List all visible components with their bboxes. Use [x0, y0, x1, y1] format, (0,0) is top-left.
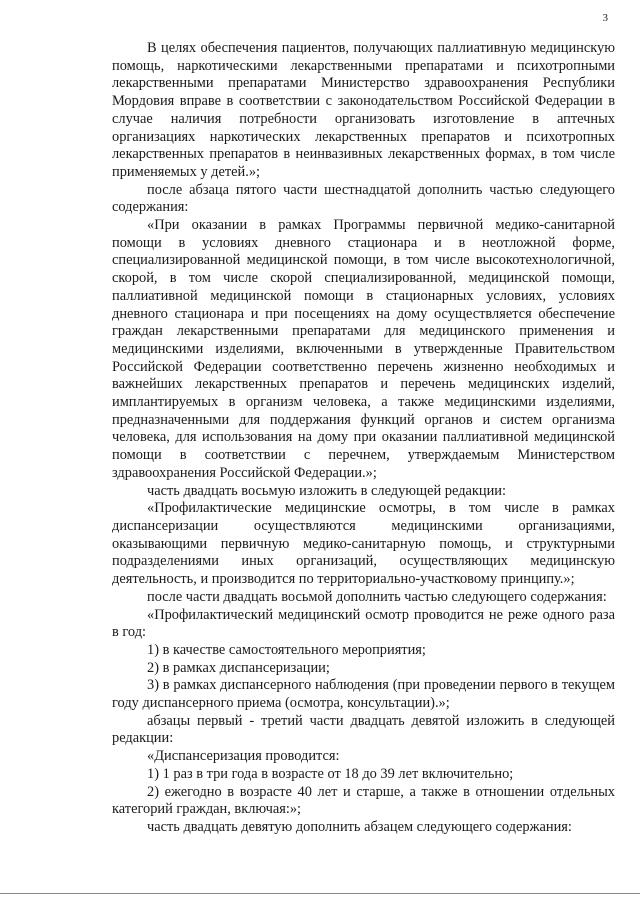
paragraph: после части двадцать восьмой дополнить частью следующего содержания:	[147, 588, 607, 605]
paragraph: «Профилактические медицинские осмотры, в том числе в рамках диспансеризации осуществляются медицинскими организациями, оказывающими первичную медико-санитарную помощь, и структурными подразделениями иных организаций, осуществляющих медицинскую деятельность, и производится по территориально-участковому принципу.»;	[112, 500, 615, 588]
paragraph: «Диспансеризация проводится:	[147, 748, 340, 765]
paragraph: после абзаца пятого части шестнадцатой дополнить частью следующего содержания:	[112, 181, 615, 216]
list-item: 2) ежегодно в возрасте 40 лет и старше, а также в отношении отдельных категорий граждан, включая:»;	[112, 783, 615, 818]
paragraph: часть двадцать восьмую изложить в следующей редакции:	[147, 482, 506, 499]
page-number: 3	[602, 12, 608, 24]
document-body	[112, 40, 615, 837]
paragraph: «При оказании в рамках Программы первичной медико-санитарной помощи в условиях дневного стационара и в неотложной форме, специализированной медицинской помощи, в том числе высокотехнологичной, скорой, в том числе скорой специализированной, медицинской помощи, паллиативной медицинской помощи в стационарных условиях, условиях дневного стационара и при посещениях на дому осуществляется обеспечение граждан лекарственными препаратами для медицинского применения и медицинскими изделиями, включенными в утвержденные Правительством Российской Федерации соответственно перечень жизненно необходимых и важнейших лекарственных препаратов и перечень медицинских изделий, имплантируемых в организм человека, а также медицинскими изделиями, предназначенными для поддержания функций органов и систем организма человека, для использования на дому при оказании паллиативной медицинской помощи в соответствии с перечнем, утверждаемым Министерством здравоохранения Российской Федерации.»;	[112, 217, 615, 481]
list-item: 1) 1 раз в три года в возрасте от 18 до 39 лет включительно;	[147, 765, 514, 782]
paragraph: абзацы первый - третий части двадцать девятой изложить в следующей редакции:	[112, 712, 615, 747]
list-item: 3) в рамках диспансерного наблюдения (при проведении первого в текущем году диспансерного приема (осмотра, консультации).»;	[112, 677, 615, 712]
page-bottom-divider	[0, 893, 640, 894]
paragraph: В целях обеспечения пациентов, получающих паллиативную медицинскую помощь, наркотическими лекарственными препаратами и психотропными лекарственными препаратами Министерство здравоохранения Республики Мордовия вправе в соответствии с законодательством Российской Федерации в случае наличия потребности организовать изготовление в аптечных организациях наркотических лекарственных препаратов и психотропных лекарственных препаратов в неинвазивных лекарственных формах, в том числе применяемых у детей.»;	[112, 40, 615, 180]
paragraph: «Профилактический медицинский осмотр проводится не реже одного раза в год:	[112, 606, 615, 641]
list-item: 1) в качестве самостоятельного мероприятия;	[147, 641, 426, 658]
paragraph: часть двадцать девятую дополнить абзацем следующего содержания:	[147, 818, 572, 835]
list-item: 2) в рамках диспансеризации;	[147, 659, 330, 676]
